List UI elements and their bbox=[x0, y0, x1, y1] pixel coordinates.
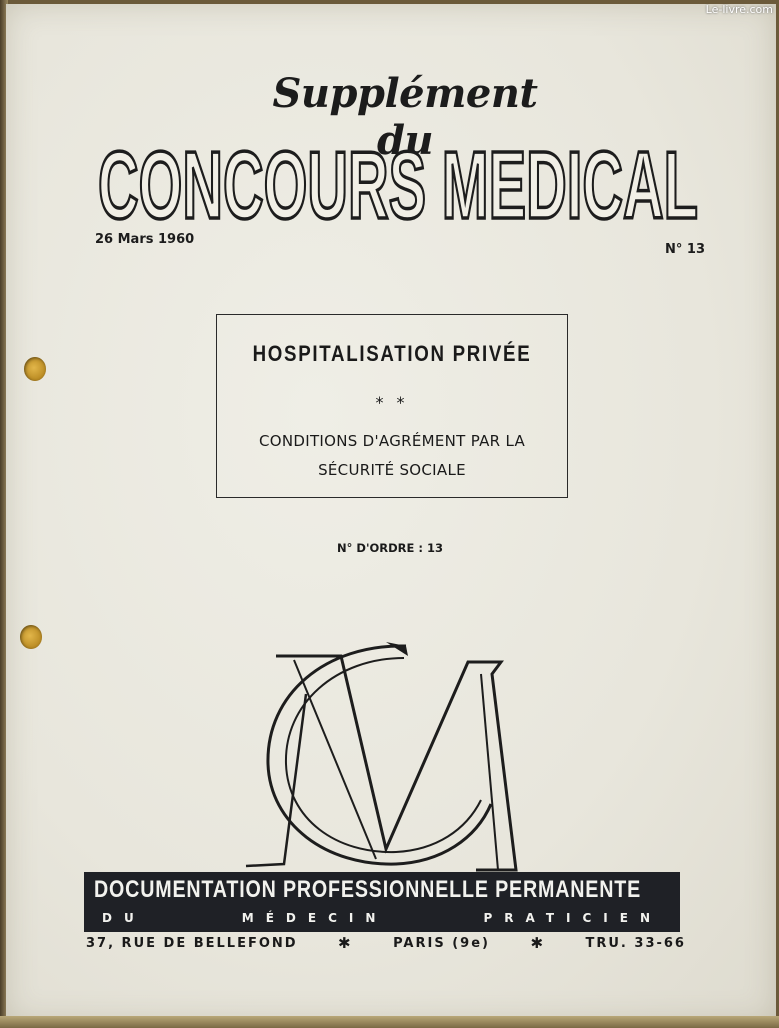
footer-street: 37, RUE DE BELLEFOND bbox=[86, 935, 298, 951]
asterisk-icon: ✱ bbox=[338, 934, 353, 952]
box-separator: * * bbox=[375, 393, 409, 412]
page-bottom-edge bbox=[0, 1016, 779, 1028]
footer-phone: TRU. 33-66 bbox=[585, 935, 686, 951]
footer-city: PARIS (9e) bbox=[393, 935, 490, 951]
asterisk-icon: ✱ bbox=[530, 934, 546, 952]
binder-hole-bottom bbox=[20, 625, 42, 649]
footer-address bbox=[86, 934, 686, 952]
masthead-title bbox=[92, 138, 704, 230]
masthead-text: CONCOURS MEDICAL bbox=[98, 138, 698, 230]
cm-monogram-icon bbox=[236, 634, 536, 874]
banner-word-du: DU bbox=[102, 911, 146, 925]
issue-number: N° 13 bbox=[665, 242, 705, 257]
box-subtitle bbox=[227, 427, 557, 485]
box-subtitle-line2: SÉCURITÉ SOCIALE bbox=[318, 461, 466, 479]
title-box bbox=[216, 314, 568, 498]
box-subtitle-line1: CONDITIONS D'AGRÉMENT PAR LA bbox=[258, 432, 526, 450]
banner-subtitle bbox=[84, 911, 680, 925]
order-number: N° D'ORDRE : 13 bbox=[337, 541, 443, 555]
banner-word-medecin: MÉDECIN bbox=[241, 911, 388, 925]
watermark: Le-livre.com bbox=[705, 3, 773, 16]
binder-hole-top bbox=[24, 357, 46, 381]
banner bbox=[84, 872, 680, 932]
cm-monogram-logo bbox=[236, 634, 536, 874]
supplement-heading: Supplément du bbox=[272, 70, 538, 164]
box-title: HOSPITALISATION PRIVÉE bbox=[252, 341, 532, 366]
banner-title: DOCUMENTATION PROFESSIONNELLE PERMANENTE bbox=[94, 876, 642, 903]
issue-date: 26 Mars 1960 bbox=[95, 232, 195, 247]
banner-word-praticien: PRATICIEN bbox=[483, 911, 662, 925]
